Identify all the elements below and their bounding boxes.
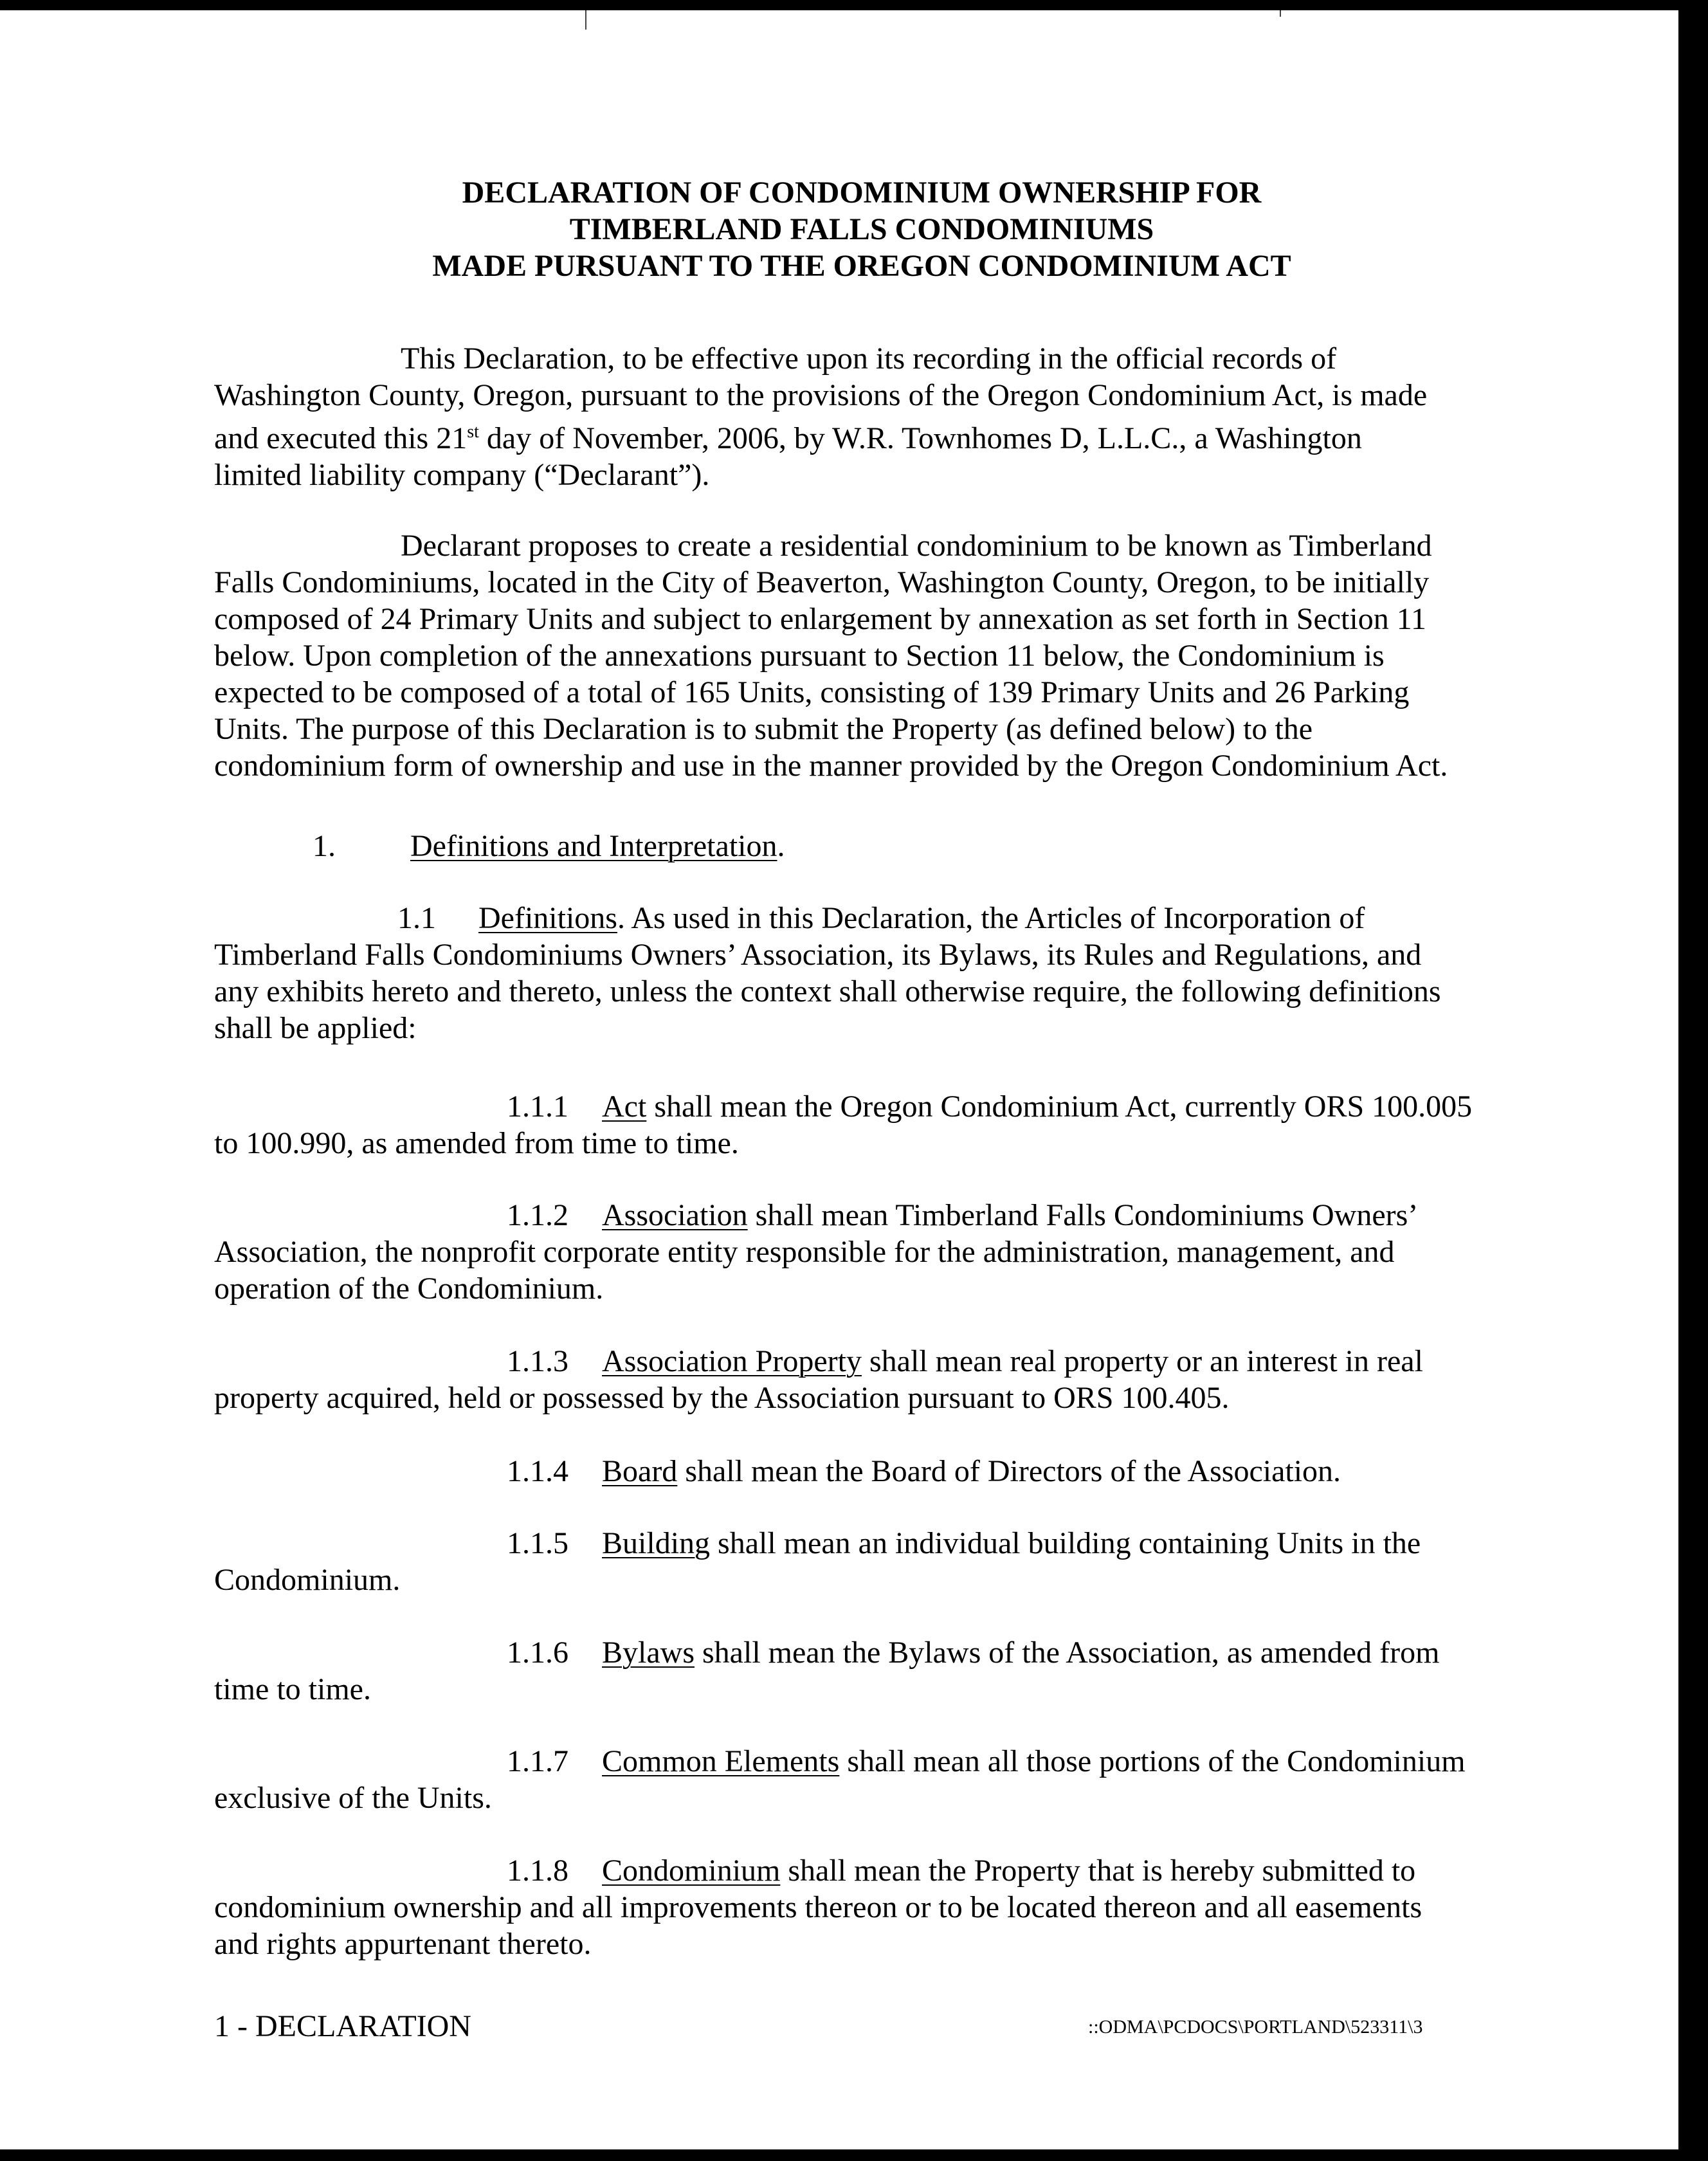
definition-term: Building xyxy=(602,1526,711,1560)
definitions-intro-paragraph xyxy=(214,900,1507,1046)
definition-1-1-8 xyxy=(214,1852,1507,1962)
definition-1-1-2 xyxy=(214,1197,1507,1307)
purpose-line: Declarant proposes to create a residential condominium to be known as Timberland xyxy=(401,529,1432,563)
subsection-line: shall be applied: xyxy=(214,1011,417,1045)
intro-line-rest: day of November, 2006, by W.R. Townhomes D, L.L.C., a Washington xyxy=(478,421,1362,455)
definition-continuation: and rights appurtenant thereto. xyxy=(214,1927,592,1961)
definition-number: 1.1.7 xyxy=(507,1744,568,1778)
footer-page-label: 1 - DECLARATION xyxy=(214,2009,471,2043)
subsection-number: 1.1 xyxy=(397,901,436,935)
definition-continuation: condominium ownership and all improvements thereon or to be located thereon and all easements xyxy=(214,1890,1422,1924)
subsection-line: any exhibits hereto and thereto, unless the context shall otherwise require, the following definitions xyxy=(214,974,1441,1008)
purpose-line: condominium form of ownership and use in the manner provided by the Oregon Condominium Act. xyxy=(214,749,1448,783)
section-heading-period: . xyxy=(777,829,785,863)
definition-number: 1.1.1 xyxy=(507,1090,568,1124)
definition-text: shall mean the Property that is hereby submitted to xyxy=(780,1854,1416,1888)
subsection-heading: Definitions xyxy=(478,901,617,935)
definition-1-1-6 xyxy=(214,1634,1507,1708)
title-line-1: DECLARATION OF CONDOMINIUM OWNERSHIP FOR xyxy=(462,176,1262,210)
definition-number: 1.1.5 xyxy=(507,1526,568,1560)
definition-continuation: to 100.990, as amended from time to time. xyxy=(214,1126,739,1160)
definition-term: Association xyxy=(602,1198,748,1232)
purpose-line: expected to be composed of a total of 165 Units, consisting of 139 Primary Units and 26 Parking xyxy=(214,675,1410,709)
document-page xyxy=(0,10,1678,2149)
definition-continuation: exclusive of the Units. xyxy=(214,1781,492,1815)
definition-number: 1.1.3 xyxy=(507,1344,568,1378)
intro-date-suffix: st xyxy=(467,422,479,442)
title-line-3: MADE PURSUANT TO THE OREGON CONDOMINIUM ACT xyxy=(432,249,1291,283)
definition-text: shall mean the Bylaws of the Association, as amended from xyxy=(695,1636,1440,1670)
definition-continuation: time to time. xyxy=(214,1672,371,1706)
intro-paragraph xyxy=(214,340,1507,493)
footer-doc-path: ::ODMA\PCDOCS\PORTLAND\523311\3 xyxy=(1088,2016,1423,2038)
definition-term: Board xyxy=(602,1454,678,1488)
purpose-line: Falls Condominiums, located in the City of Beaverton, Washington County, Oregon, to be initially xyxy=(214,565,1430,599)
definition-text: shall mean an individual building containing Units in the xyxy=(710,1526,1421,1560)
definition-1-1-3 xyxy=(214,1343,1507,1416)
scan-mark xyxy=(1280,10,1281,17)
subsection-text: . As used in this Declaration, the Articles of Incorporation of xyxy=(617,901,1365,935)
subsection-line: Timberland Falls Condominiums Owners’ Association, its Bylaws, its Rules and Regulations, and xyxy=(214,938,1422,972)
definition-term: Act xyxy=(602,1090,647,1124)
purpose-paragraph xyxy=(214,527,1507,784)
definition-term: Condominium xyxy=(602,1854,781,1888)
purpose-line: Units. The purpose of this Declaration is to submit the Property (as defined below) to the xyxy=(214,712,1313,746)
definition-1-1-7 xyxy=(214,1743,1507,1816)
definition-text: shall mean the Board of Directors of the Association. xyxy=(677,1454,1341,1488)
definition-term: Common Elements xyxy=(602,1744,840,1778)
definition-text: shall mean the Oregon Condominium Act, currently ORS 100.005 xyxy=(646,1090,1473,1124)
intro-line: limited liability company (“Declarant”). xyxy=(214,458,710,492)
scan-mark xyxy=(585,10,586,30)
definition-text: shall mean all those portions of the Condominium xyxy=(839,1744,1466,1778)
intro-line xyxy=(214,414,1507,457)
section-number: 1. xyxy=(313,829,336,863)
definition-1-1-1 xyxy=(214,1088,1507,1162)
definition-continuation: Condominium. xyxy=(214,1563,401,1597)
intro-line: Washington County, Oregon, pursuant to the provisions of the Oregon Condominium Act, is made xyxy=(214,378,1428,412)
definition-number: 1.1.6 xyxy=(507,1636,568,1670)
definition-1-1-4 xyxy=(214,1453,1507,1490)
intro-line: This Declaration, to be effective upon its recording in the official records of xyxy=(401,342,1337,376)
document-title xyxy=(0,174,1708,284)
definition-number: 1.1.2 xyxy=(507,1198,568,1232)
definition-text: shall mean real property or an interest in real xyxy=(861,1344,1423,1378)
definition-continuation: property acquired, held or possessed by the Association pursuant to ORS 100.405. xyxy=(214,1381,1230,1415)
title-line-2: TIMBERLAND FALLS CONDOMINIUMS xyxy=(569,212,1154,246)
purpose-line: composed of 24 Primary Units and subject to enlargement by annexation as set forth in Section 11 xyxy=(214,602,1426,636)
purpose-line: below. Upon completion of the annexations pursuant to Section 11 below, the Condominium is xyxy=(214,639,1385,673)
definition-continuation: Association, the nonprofit corporate entity responsible for the administration, management, and xyxy=(214,1235,1395,1269)
section-1-heading xyxy=(313,828,1605,864)
definition-term: Association Property xyxy=(602,1344,862,1378)
definition-continuation: operation of the Condominium. xyxy=(214,1272,604,1306)
intro-date-text: and executed this 21 xyxy=(214,421,468,455)
definition-term: Bylaws xyxy=(602,1636,695,1670)
definition-1-1-5 xyxy=(214,1525,1507,1598)
definition-number: 1.1.4 xyxy=(507,1454,568,1488)
definition-text: shall mean Timberland Falls Condominiums Owners’ xyxy=(747,1198,1419,1232)
definition-number: 1.1.8 xyxy=(507,1854,568,1888)
section-heading: Definitions and Interpretation xyxy=(410,829,777,863)
